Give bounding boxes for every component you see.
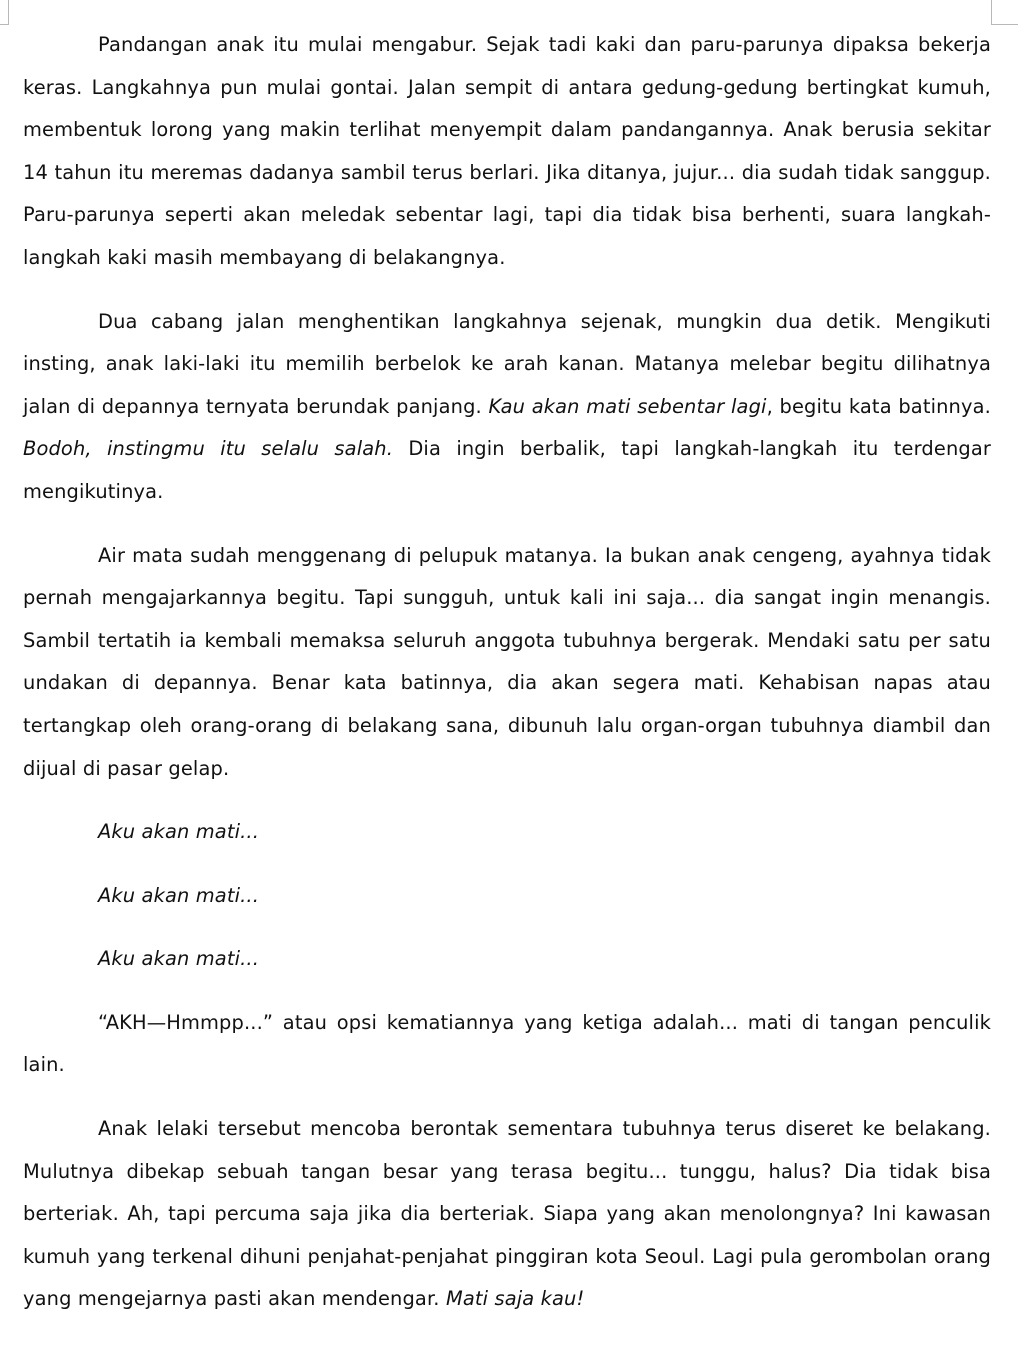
paragraph-2-text-c: Dia ingin berbalik, tapi langkah-langkah itu terdengar mengikutinya.: [23, 437, 992, 503]
italic-line-1: [23, 811, 991, 854]
paragraph-2-italic-thought-1: Kau akan mati sebentar lagi: [488, 394, 767, 418]
paragraph-5-italic-thought: Mati saja kau!: [445, 1287, 585, 1311]
page-corner-mark-right: [991, 0, 1018, 25]
paragraph-2-italic-thought-2: Bodoh, instingmu itu selalu salah.: [23, 437, 394, 461]
paragraph-1: [23, 24, 991, 280]
paragraph-5-text: Anak lelaki tersebut mencoba berontak sementara tubuhnya terus diseret ke belakang. Mulutnya dibekap sebuah tangan besar yang terasa begitu... tunggu, halus? Dia tidak bisa berteriak. Ah, tapi percuma saja jika dia berteriak. Siapa yang akan menolongnya? Ini kawasan kumuh yang terkenal dihuni penjahat-penjahat pinggiran kota Seoul. Lagi pula gerombolan orang yang mengejarnya pasti akan mendengar.: [23, 1117, 991, 1311]
paragraph-4: [23, 1002, 991, 1087]
italic-line-1-text: Aku akan mati...: [98, 820, 260, 844]
document-page-body: [23, 24, 991, 1342]
italic-line-2: [23, 875, 991, 918]
paragraph-2-text-b: , begitu kata batinnya.: [766, 394, 991, 418]
paragraph-3-text: Air mata sudah menggenang di pelupuk matanya. Ia bukan anak cengeng, ayahnya tidak pernah mengajarkannya begitu. Tapi sungguh, untuk kali ini saja... dia sangat ingin menangis. Sambil tertatih ia kembali memaksa seluruh anggota tubuhnya bergerak. Mendaki satu per satu undakan di depannya. Benar kata batinnya, dia akan segera mati. Kehabisan napas atau tertangkap oleh orang-orang di belakang sana, dibunuh lalu organ-organ tubuhnya diambil dan dijual di pasar gelap.: [23, 543, 991, 780]
italic-line-3-text: Aku akan mati...: [98, 947, 260, 971]
paragraph-1-text: Pandangan anak itu mulai mengabur. Sejak tadi kaki dan paru-parunya dipaksa bekerja keras. Langkahnya pun mulai gontai. Jalan sempit di antara gedung-gedung bertingkat kumuh, membentuk lorong yang makin terlihat menyempit dalam pandangannya. Anak berusia sekitar 14 tahun itu meremas dadanya sambil terus berlari. Jika ditanya, jujur... dia sudah tidak sanggup. Paru-parunya seperti akan meledak sebentar lagi, tapi dia tidak bisa berhenti, suara langkah-langkah kaki masih membayang di belakangnya.: [23, 33, 991, 269]
paragraph-4-text: “AKH—Hmmpp...” atau opsi kematiannya yang ketiga adalah... mati di tangan penculik lain.: [23, 1010, 991, 1077]
paragraph-2: [23, 301, 991, 514]
page-corner-mark-left: [0, 0, 9, 25]
italic-line-2-text: Aku akan mati...: [98, 883, 260, 907]
paragraph-2-text-a: Dua cabang jalan menghentikan langkahnya sejenak, mungkin dua detik. Mengikuti insting, anak laki-laki itu memilih berbelok ke arah kanan. Matanya melebar begitu dilihatnya jalan di depannya ternyata berundak panjang.: [23, 309, 991, 418]
paragraph-3: [23, 535, 991, 791]
paragraph-5: [23, 1108, 991, 1321]
italic-line-3: [23, 938, 991, 981]
